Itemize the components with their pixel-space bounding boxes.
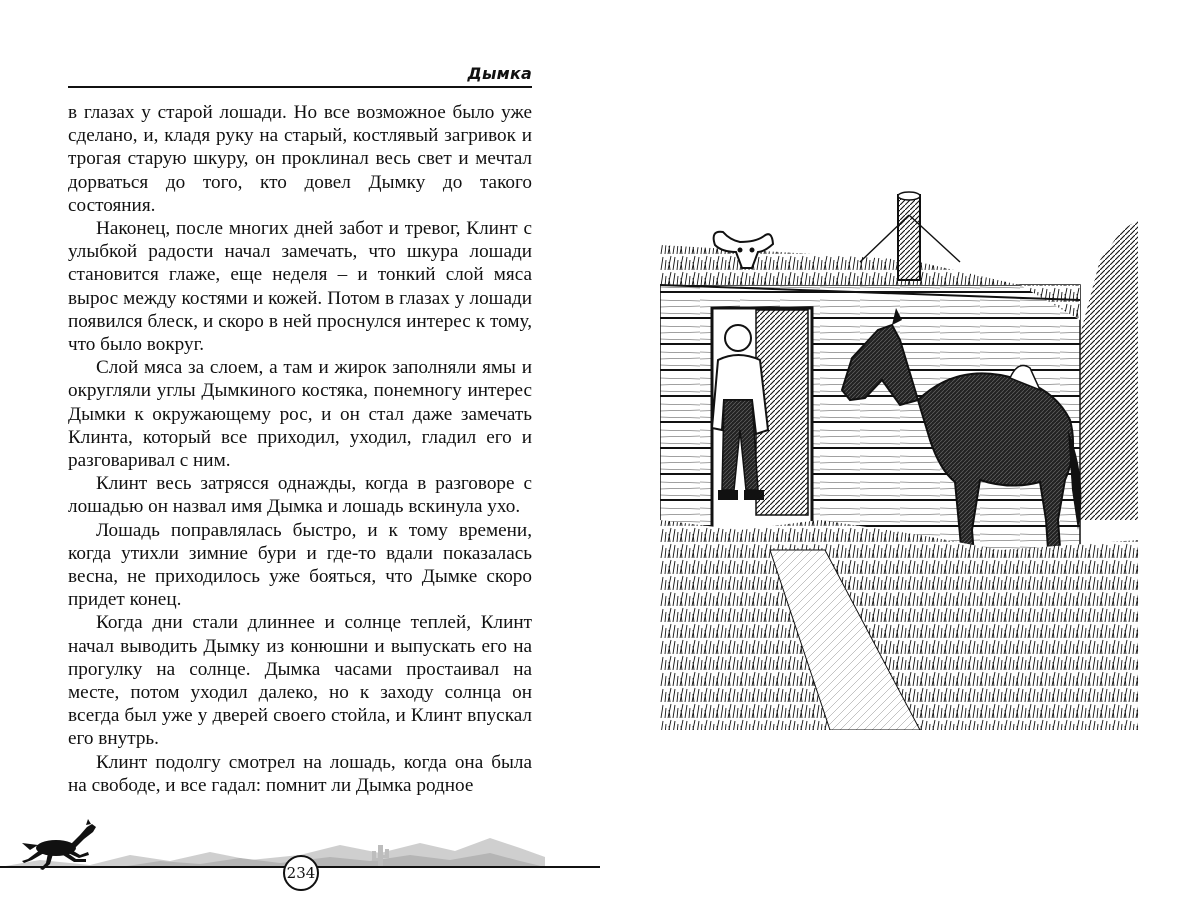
paragraph: Лошадь поправлялась быстро, и к тому времени, когда утихли зимние бури и где-то вдали показалась весна, не приходилось уже бояться, что Дымке скоро придет конец.	[68, 519, 532, 611]
paragraph: Слой мяса за слоем, а там и жирок заполняли ямы и округляли углы Дымкиного костяка, понемногу интерес Дымки к окружающему рос, и он стал даже замечать Клинта, который все приходил, уходил, гладил его и разговаривал с ним.	[68, 357, 532, 472]
illustration-svg	[660, 190, 1140, 730]
illustration-man-horse-cabin	[660, 190, 1140, 735]
body-text	[68, 101, 532, 797]
paragraph: Клинт подолгу смотрел на лошадь, когда она была на свободе, и все гадал: помнит ли Дымка родное	[68, 751, 532, 796]
paragraph: Наконец, после многих дней забот и тревог, Клинт с улыбкой радости начал замечать, что шкура лошади становится глаже, еще неделя – и тонкий слой мяса вырос между костями и кожей. Потом в глазах у лошади появился блеск, и скоро в ней проснулся интерес к тому, что было вокруг.	[68, 218, 532, 356]
paragraph: Когда дни стали длиннее и солнце теплей, Клинт начал выводить Дымку из конюшни и выпускать его на прогулку на солнце. Дымка часами простаивал на месте, потом уходил далеко, но к заходу солнца он всегда был уже у дверей своего стойла, и Клинт впускал его внутрь.	[68, 612, 532, 750]
paragraph: в глазах у старой лошади. Но все возможное было уже сделано, и, кладя руку на старый, костлявый загривок и трогая старую шкуру, он проклинал весь свет и мечтал дорваться до того, кто довел Дымку до такого состояния.	[68, 102, 532, 216]
page-number: 234	[283, 855, 319, 891]
page-footer	[0, 805, 600, 890]
right-page	[600, 0, 1200, 900]
running-head	[68, 64, 532, 88]
running-title: Дымка	[467, 64, 532, 83]
paragraph: Клинт весь затрясся однажды, когда в разговоре с лошадью он назвал имя Дымка и лошадь вскинула ухо.	[68, 473, 532, 518]
chimney-post	[898, 195, 920, 280]
